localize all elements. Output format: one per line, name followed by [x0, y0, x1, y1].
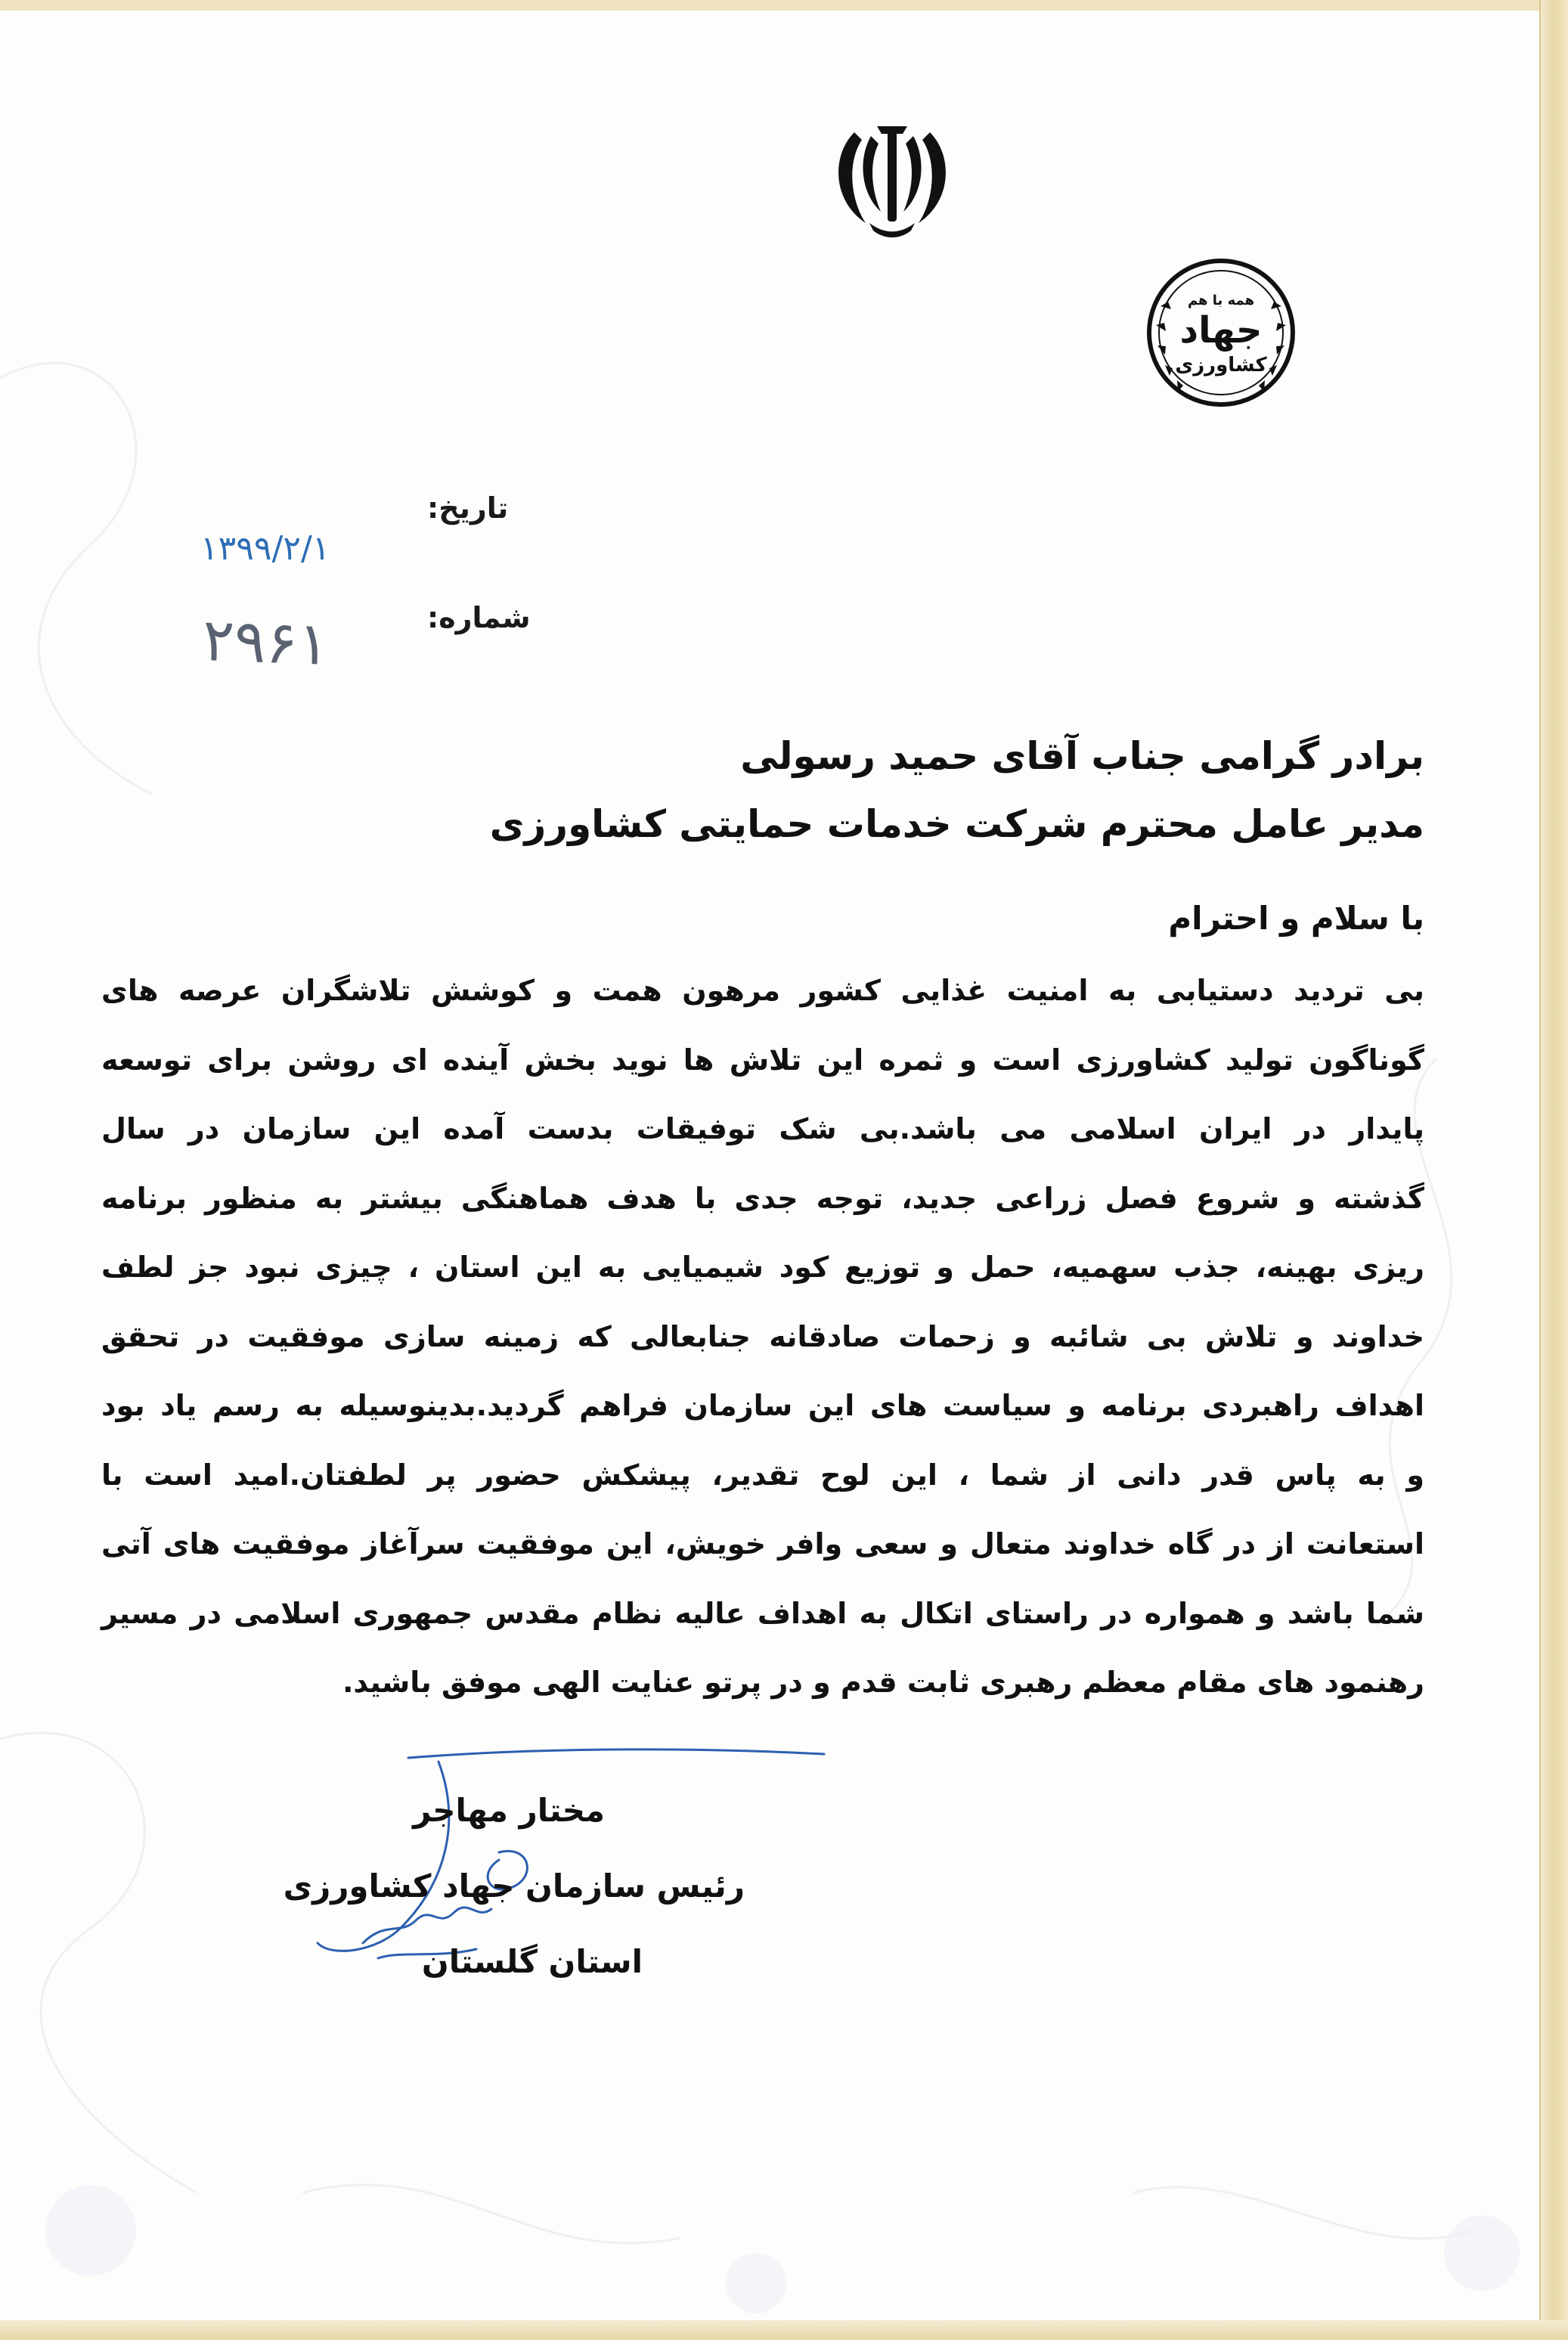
- jihad-agriculture-seal-icon: [1138, 253, 1304, 412]
- iran-emblem-icon: [824, 110, 960, 246]
- body-line: شما باشد و همواره در راستای اتکال به اهداف عالیه نظام مقدس جمهوری اسلامی در مسیر: [101, 1596, 1424, 1630]
- body-line: ریزی بهینه، جذب سهمیه، حمل و توزیع کود شیمیایی به این استان ، چیزی نبود جز لطف: [101, 1251, 1424, 1284]
- body-line: گذشته و شروع فصل زراعی جدید، توجه جدی با هدف هماهنگی بیشتر به منظور برنامه: [101, 1181, 1424, 1215]
- body-line: پایدار در ایران اسلامی می باشد.بی شک توفیقات بدست آمده این سازمان در سال: [101, 1112, 1424, 1145]
- number-value: ۲۹۶۱: [201, 606, 331, 679]
- right-ornamental-border: [1539, 0, 1568, 2340]
- addressee-position: مدیر عامل محترم شرکت خدمات حمایتی کشاورزی: [489, 802, 1424, 846]
- date-value: ۱۳۹۹/۲/۱: [200, 529, 330, 568]
- letter-body: [101, 956, 1424, 1718]
- body-line: رهنمود های مقام معظم رهبری ثابت قدم و در پرتو عنایت الهی موفق باشید.: [342, 1666, 1424, 1699]
- seal-top-text: همه با هم: [1187, 293, 1255, 308]
- bottom-border: [0, 2320, 1568, 2340]
- greeting: با سلام و احترام: [1168, 900, 1424, 937]
- date-label: تاریخ:: [427, 491, 509, 525]
- number-label: شماره:: [427, 601, 531, 634]
- signer-title: رئیس سازمان جهاد کشاورزی: [283, 1867, 745, 1905]
- addressee-block: [290, 722, 1424, 858]
- body-line: بی تردید دستیابی به امنیت غذایی کشور مرهون همت و کوشش تلاشگران عرصه های: [101, 974, 1424, 1007]
- body-line: گوناگون تولید کشاورزی است و ثمره این تلاش ها نوید بخش آینده ای روشن برای توسعه: [101, 1043, 1424, 1077]
- signer-province: استان گلستان: [421, 1943, 643, 1980]
- body-line: و به پاس قدر دانی از شما ، این لوح تقدیر، پیشکش حضور پر لطفتان.امید است با: [101, 1458, 1424, 1492]
- seal-main-text: جهاد: [1179, 309, 1263, 352]
- top-border: [0, 0, 1568, 11]
- signer-name: مختار مهاجر: [413, 1792, 605, 1829]
- body-line: خداوند و تلاش بی شائبه و زحمات صادقانه جنابعالی که زمینه سازی موفقیت در تحقق: [101, 1319, 1424, 1353]
- seal-sub-text: کشاورزی: [1175, 354, 1267, 377]
- addressee-name: برادر گرامی جناب آقای حمید رسولی: [740, 734, 1424, 778]
- body-line: استعانت از در گاه خداوند متعال و سعی وافر خویش، این موفقیت سرآغاز موفقیت های آتی: [101, 1527, 1424, 1561]
- body-line: اهداف راهبردی برنامه و سیاست های این سازمان فراهم گردید.بدینوسیله به رسم یاد بود: [101, 1389, 1424, 1422]
